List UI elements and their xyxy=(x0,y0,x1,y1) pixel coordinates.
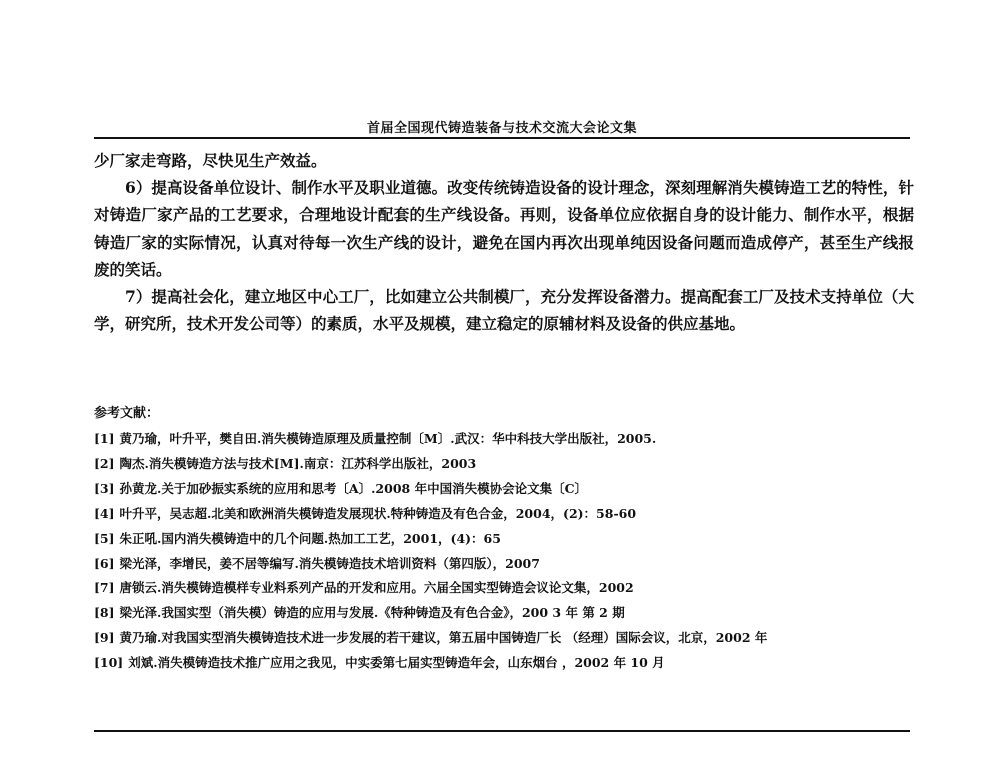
reference-list xyxy=(94,427,914,676)
reference-item xyxy=(94,626,914,651)
reference-number: [9] xyxy=(94,630,115,646)
reference-item xyxy=(94,427,914,452)
reference-number: [7] xyxy=(94,580,115,596)
paragraph-6: 6）提高设备单位设计、制作水平及职业道德。改变传统铸造设备的设计理念，深刻理解消失模铸造工艺的特性，针对铸造厂家产品的工艺要求，合理地设计配套的生产线设备。再则，设备单位应依据自身的设计能力、制作水平，根据铸造厂家的实际情况，认真对待每一次生产线的设计，避免在国内再次出现单纯因设备问题而造成停产，甚至生产线报废的笑话。 xyxy=(94,178,914,279)
reference-item xyxy=(94,651,914,676)
reference-item xyxy=(94,477,914,502)
body-text xyxy=(94,147,914,337)
reference-item xyxy=(94,601,914,626)
reference-number: [1] xyxy=(94,431,115,446)
reference-item xyxy=(94,552,914,577)
reference-number: [8] xyxy=(94,605,115,621)
reference-number: [10] xyxy=(94,655,124,671)
paragraph-7: 7）提高社会化，建立地区中心工厂，比如建立公共制模厂，充分发挥设备潜力。提高配套工厂及技术支持单位（大学，研究所，技术开发公司等）的素质，水平及规模，建立稳定的原辅材料及设备的供应基地。 xyxy=(94,287,914,334)
reference-text: 梁光泽.我国实型（消失模）铸造的应用与发展.《特种铸造及有色合金》，200 3 年 第 2 期 xyxy=(119,605,625,621)
reference-number: [5] xyxy=(94,530,115,546)
footer-rule xyxy=(94,730,910,732)
paragraph-continuation: 少厂家走弯路，尽快见生产效益。 xyxy=(94,151,327,170)
reference-number: [3] xyxy=(94,480,115,496)
running-header: 首届全国现代铸造装备与技术交流大会论文集 xyxy=(366,121,637,136)
reference-text: 叶升平，吴志超.北美和欧洲消失模铸造发展现状.特种铸造及有色合金，2004，(2)：58-60 xyxy=(119,505,637,521)
reference-number: [2] xyxy=(94,455,115,471)
reference-text: 黄乃瑜，叶升平，樊自田.消失模铸造原理及质量控制〔M〕.武汉：华中科技大学出版社，2005. xyxy=(119,431,657,446)
reference-text: 黄乃瑜.对我国实型消失模铸造技术进一步发展的若干建议，第五届中国铸造厂长 （经理）国际会议，北京，2002 年 xyxy=(119,630,768,646)
reference-text: 刘斌.消失模铸造技术推广应用之我见，中实委第七届实型铸造年会，山东烟台 ，2002 年 10 月 xyxy=(128,655,665,671)
reference-item xyxy=(94,527,914,552)
reference-text: 孙黄龙.关于加砂振实系统的应用和思考〔A〕.2008 年中国消失模协会论文集〔C〕 xyxy=(119,480,588,496)
reference-text: 梁光泽，李增民，姜不居等编写.消失模铸造技术培训资料（第四版），2007 xyxy=(119,555,540,571)
reference-text: 朱正吼.国内消失模铸造中的几个问题.热加工工艺，2001，(4)：65 xyxy=(119,530,501,546)
reference-text: 陶杰.消失模铸造方法与技术[M].南京：江苏科学出版社，2003 xyxy=(119,455,477,471)
reference-item xyxy=(94,502,914,527)
references-heading: 参考文献： xyxy=(94,406,160,421)
reference-number: [4] xyxy=(94,505,115,521)
reference-number: [6] xyxy=(94,555,115,571)
reference-item xyxy=(94,452,914,477)
reference-item xyxy=(94,576,914,601)
header-rule xyxy=(94,137,910,139)
reference-text: 唐锁云.消失模铸造模样专业料系列产品的开发和应用。六届全国实型铸造会议论文集，2002 xyxy=(119,580,634,596)
